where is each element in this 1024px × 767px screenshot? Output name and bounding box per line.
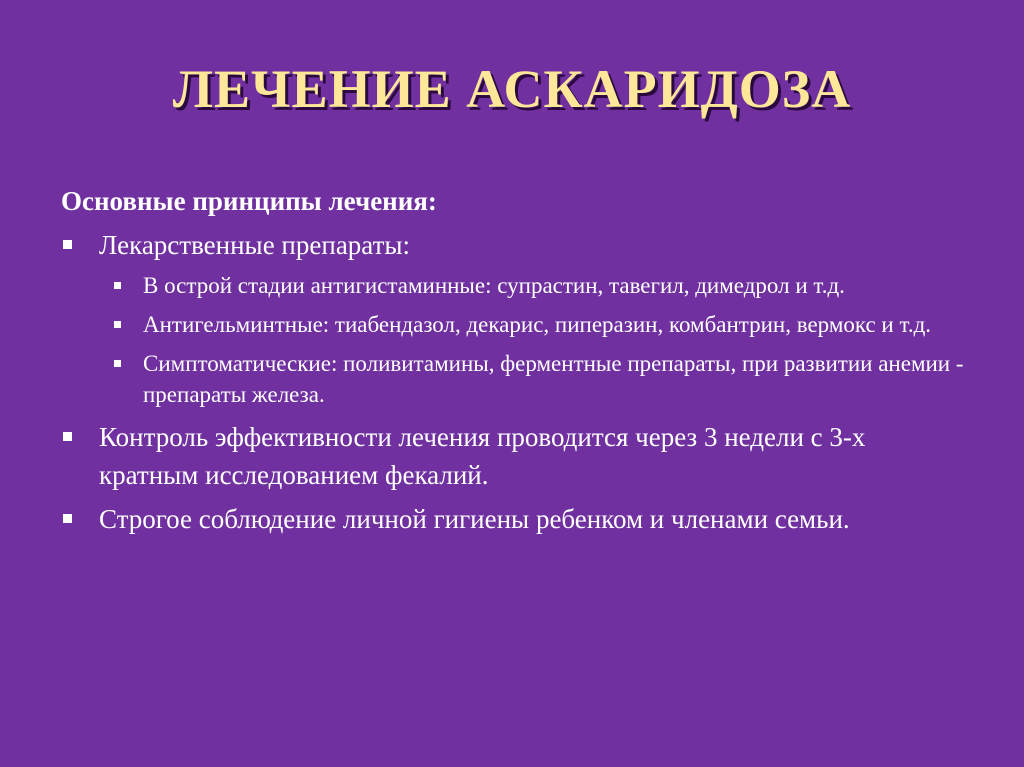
square-bullet-icon — [114, 360, 121, 367]
sub-bullet-item-anthelmintics — [110, 309, 971, 340]
bullet-text: Лекарственные препараты: — [99, 230, 411, 260]
sub-bullet-item-antihistamines — [110, 270, 971, 301]
sub-bullet-item-symptomatic — [110, 348, 971, 410]
bullet-text: Строгое соблюдение личной гигиены ребенком и членами семьи. — [99, 504, 850, 534]
bullet-item-control — [61, 418, 971, 494]
sub-bullet-text: Симптоматические: поливитамины, ферментные препараты, при развитии анемии - препараты железа. — [143, 351, 964, 407]
square-bullet-icon — [63, 514, 72, 523]
bullet-text: Контроль эффективности лечения проводится через 3 недели с 3-х кратным исследованием фекалий. — [99, 422, 866, 490]
square-bullet-icon — [63, 432, 72, 441]
slide-body — [61, 184, 971, 544]
square-bullet-icon — [114, 282, 121, 289]
square-bullet-icon — [114, 321, 121, 328]
sub-bullet-list — [61, 270, 971, 410]
bullet-item-medications — [61, 226, 971, 264]
sub-bullet-text: В острой стадии антигистаминные: супрастин, тавегил, димедрол и т.д. — [143, 273, 845, 298]
bullet-item-hygiene — [61, 500, 971, 538]
square-bullet-icon — [63, 240, 72, 249]
subheading: Основные принципы лечения: — [61, 186, 437, 216]
sub-bullet-text: Антигельминтные: тиабендазол, декарис, пиперазин, комбантрин, вермокс и т.д. — [143, 312, 932, 337]
slide-title: ЛЕЧЕНИЕ АСКАРИДОЗА — [172, 59, 852, 119]
